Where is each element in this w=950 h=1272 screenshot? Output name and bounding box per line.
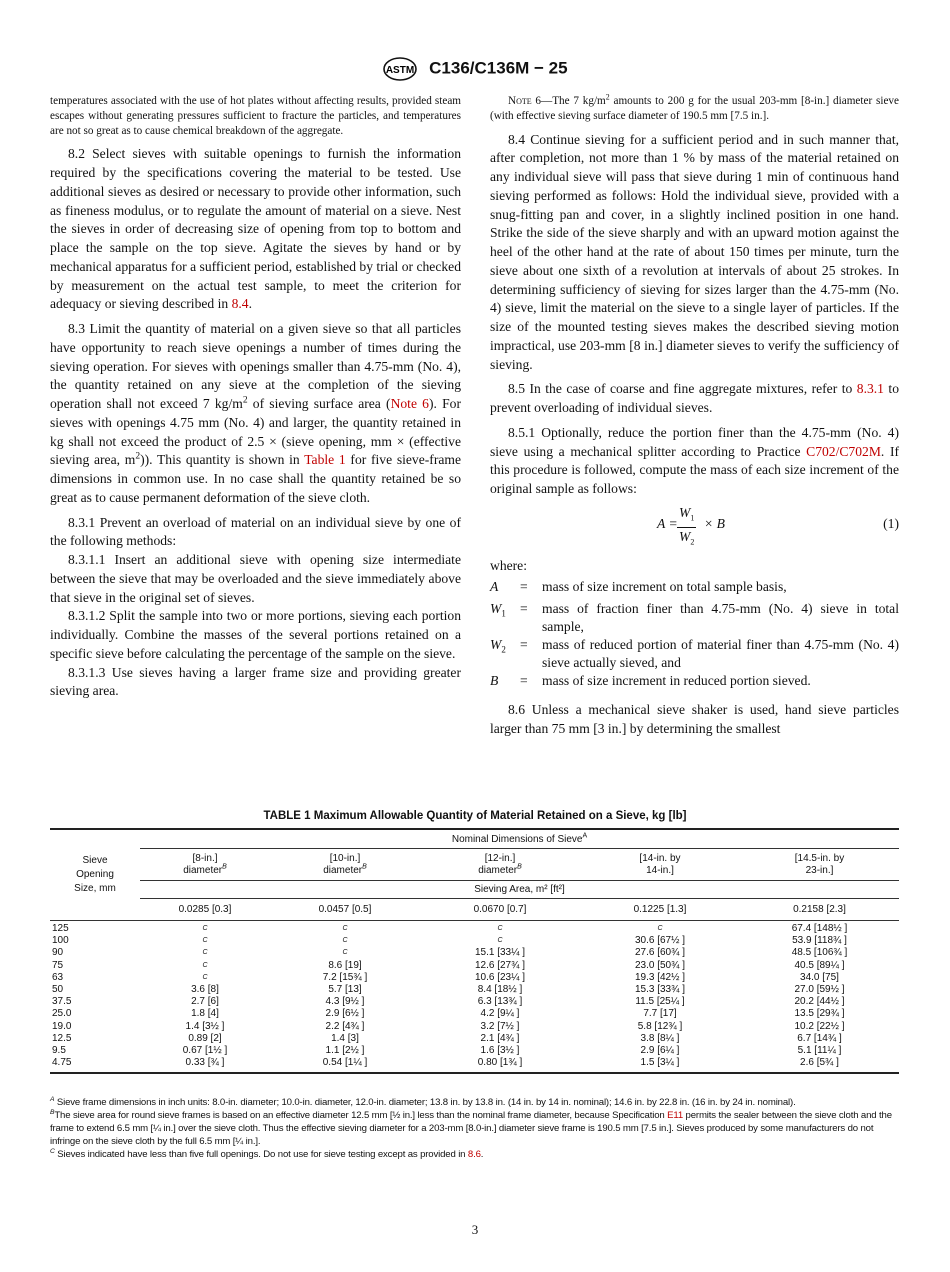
quantity-cell: 53.9 [118¾ ]: [792, 935, 847, 947]
table-row: [50, 960, 899, 972]
astm-logo-icon: [382, 57, 418, 81]
quantity-cell: 48.5 [106¾ ]: [791, 947, 848, 959]
paragraph: [490, 380, 899, 418]
note-label: Note 6: [508, 95, 542, 107]
symbol: A: [490, 578, 499, 594]
cross-reference-link[interactable]: E11: [667, 1110, 684, 1121]
footnote-mark: B: [362, 863, 367, 871]
text-segment: 8.5 In the case of coarse and fine aggregate mixtures, refer to: [508, 381, 857, 397]
table-row: [50, 1008, 899, 1020]
text-segment: to prevent overloading of individual sieves.: [490, 381, 899, 416]
nominal-label: Nominal Dimensions of Sieve: [451, 833, 583, 845]
table-row: [50, 1021, 899, 1033]
paragraph: [50, 551, 461, 607]
quantity-cell: 0.54 [1¼ ]: [322, 1057, 368, 1069]
equals-sign: =: [520, 578, 528, 594]
quantity-cell: 12.6 [27¾ ]: [474, 959, 526, 971]
quantity-cell: 13.5 [29¾ ]: [794, 1008, 845, 1020]
sieve-size-cell: 37.5: [52, 996, 72, 1008]
frame-line-2-text: 23-in.]: [805, 864, 834, 876]
frame-size-header: [270, 849, 420, 881]
numerator: W: [679, 504, 691, 520]
frame-line-1: [14-in. by: [639, 852, 681, 864]
text-segment: amounts to 200 g for the usual 203-mm [8-in.] diameter sieve (with effective sieving surface diameter of 190.5 mm [7.5 in.].: [490, 95, 899, 122]
cross-reference-link[interactable]: 8.3.1: [856, 381, 884, 397]
quantity-cell: 3.6 [8]: [191, 984, 219, 996]
text-segment: 8.5.1 Optionally, reduce the portion finer than the 4.75-mm (No. 4) sieve using a mechanical splitter according to Practice: [490, 424, 899, 459]
sieve-size-cell: 4.75: [52, 1057, 72, 1069]
quantity-cell: 4.2 [9¼ ]: [480, 1008, 520, 1020]
quantity-cell: C: [497, 925, 503, 932]
quantity-cell: C: [497, 937, 503, 945]
nominal-dimensions-header: [140, 829, 899, 849]
text-segment: temperatures associated with the use of hot plates without affecting results, provided steam escapes without generating pressures sufficient to fracture the particles, and temperatures are not so great as to cause chemical breakdown of the aggregate.: [50, 95, 461, 137]
quantity-cell: 10.6 [23¼ ]: [474, 971, 526, 983]
quantity-cell: 2.9 [6¼ ]: [640, 1045, 680, 1057]
definition-symbol: [490, 672, 520, 695]
table-row: [50, 1045, 899, 1057]
quantity-cell: 11.5 [25¼ ]: [635, 996, 685, 1008]
quantity-cell: 5.7 [13]: [328, 984, 362, 996]
row-header-line: Size, mm: [74, 883, 116, 894]
definition-text: mass of fraction finer than 4.75-mm (No. 4) sieve in total sample,: [542, 601, 899, 635]
quantity-cell: 27.6 [60¾ ]: [634, 947, 686, 959]
sieving-area-value: 0.0457 [0.5]: [270, 899, 420, 921]
frame-line-2: [270, 865, 420, 877]
denominator-subscript: 2: [690, 537, 695, 547]
sieve-size-cell: 9.5: [52, 1045, 66, 1057]
table-row: [50, 1057, 899, 1073]
definition-text: mass of reduced portion of material finer than 4.75-mm (No. 4) sieve actually sieved, and: [542, 637, 899, 671]
variable-definitions: [490, 578, 899, 695]
footnote-mark: B: [222, 863, 227, 871]
quantity-cell: C: [202, 949, 208, 957]
text-segment: 8.2 Select sieves with suitable openings to furnish the information required by the specifications covering the material to be tested. Use additional sieves as desired or necessary to provide other information, such as fineness modulus, or to regulate the amount of material on a sieve. Nest the sieves in order of decreasing size of opening from top to bottom and place the sample on the top sieve. Agitate the sieves by hand or by mechanical apparatus for a sufficient period, established by trial or checked by measurement on the actual test sample, to meet the criterion for adequacy or sieving described in: [50, 146, 461, 312]
text-segment: )). This quantity is shown in: [140, 452, 305, 468]
definition-text: mass of size increment on total sample basis,: [542, 578, 787, 594]
cross-reference-link[interactable]: Note 6: [390, 396, 429, 412]
footnote: [50, 1096, 899, 1109]
quantity-cell: 8.6 [19]: [328, 959, 362, 971]
sieve-size-cell: 25.0: [52, 1008, 72, 1020]
table-row: [50, 935, 899, 947]
quantity-cell: 40.5 [89¼ ]: [794, 959, 845, 971]
footnote: [50, 1148, 899, 1161]
equals-sign: =: [520, 673, 528, 689]
quantity-cell: 1.4 [3½ ]: [185, 1020, 225, 1032]
row-header-cell: [50, 829, 140, 921]
paragraph: [50, 94, 461, 138]
page-header: [0, 57, 950, 81]
text-segment: The sieve area for round sieve frames is based on an effective diameter 12.5 mm [½ in.] less than the nominal frame diameter, because Specification: [54, 1110, 668, 1121]
frame-line-2: [140, 865, 270, 877]
paragraph: [50, 664, 461, 702]
sieve-size-cell: 19.0: [52, 1020, 72, 1032]
superscript: 2: [135, 451, 141, 462]
quantity-cell: 6.7 [14¾ ]: [797, 1032, 842, 1044]
sieve-size-cell: 75: [52, 959, 64, 971]
sieving-area-value: 0.0285 [0.3]: [140, 899, 270, 921]
definition-symbol: [490, 636, 520, 672]
right-column: [490, 94, 899, 739]
frame-size-header: [580, 849, 740, 881]
footnote-mark: C: [50, 1147, 55, 1155]
quantity-cell: 8.4 [18½ ]: [477, 984, 523, 996]
sieve-size-cell: 12.5: [52, 1032, 72, 1044]
quantity-cell: C: [202, 961, 208, 969]
numerator-subscript: 1: [690, 513, 695, 523]
footnote-mark: A: [582, 832, 588, 840]
frame-line-2-text: diameter: [478, 864, 518, 876]
equals-sign: =: [520, 601, 528, 617]
frame-line-2: [580, 865, 740, 877]
text-segment: 8.3.1.3 Use sieves having a larger frame size and providing greater sieving area.: [50, 664, 461, 699]
table-title: TABLE 1 Maximum Allowable Quantity of Material Retained on a Sieve, kg [lb]: [263, 810, 687, 822]
text-segment: . If this procedure is followed, compute the mass of each size increment of the original sample as follows:: [490, 443, 899, 497]
frame-line-2: [740, 865, 899, 877]
header-row-area-label: [50, 881, 899, 899]
footnote: [50, 1109, 899, 1148]
text-segment: 8.3.1.2 Split the sample into two or more portions, sieving each portion individually. Combine the masses of the several portions retained on a specific sieve before calculating the percentage of the sample on the sieve.: [50, 608, 461, 661]
quantity-cell: 2.1 [4¾ ]: [480, 1032, 520, 1044]
frame-line-1: [8-in.]: [192, 852, 218, 864]
symbol: B: [490, 673, 499, 689]
quantity-cell: 34.0 [75]: [800, 971, 839, 983]
frame-size-header: [420, 849, 580, 881]
table-row: [50, 921, 899, 936]
frame-line-1: [10-in.]: [329, 852, 361, 864]
superscript: 2: [242, 395, 248, 406]
quantity-cell: 20.2 [44½ ]: [794, 996, 845, 1008]
sieve-size-cell: 100: [52, 935, 69, 947]
quantity-cell: 1.4 [3]: [331, 1032, 359, 1044]
sieve-size-cell: 90: [52, 947, 64, 959]
sieving-area-value: 0.1225 [1.3]: [580, 899, 740, 921]
text-segment: 8.4 Continue sieving for a sufficient period and in such manner that, after completion, not more than 1 % by mass of the material retained on any individual sieve will pass that sieve during 1 min of continuous hand sieving performed as follows: Hold the individual sieve, provided with a snug-fitting pan and cover, in a slightly inclined position in one hand. Strike the side of the sieve sharply and with an upward motion against the heel of the other hand at the rate of about 150 times per minute, turn the sieve about one sixth of a revolution at intervals of about 25 strokes. In determining sufficiency of sieving for sizes larger than the 4.75-mm (No. 4) sieve, limit the material on the sieve to a single layer of particles. If the size of the mounted testing sieves makes the described sieving motion impractical, use 203-mm [8 in.] diameter sieves to verify the sufficiency of sieving.: [490, 131, 899, 372]
quantity-cell: 2.2 [4¾ ]: [325, 1020, 365, 1032]
quantity-cell: 5.8 [12¾ ]: [637, 1020, 683, 1032]
document-designation: C136/C136M − 25: [429, 58, 568, 78]
header-row-areas: [50, 899, 899, 921]
quantity-cell: 0.89 [2]: [188, 1032, 222, 1044]
cross-reference-link[interactable]: Table 1: [304, 452, 346, 468]
frame-line-1: [12-in.]: [484, 852, 516, 864]
quantity-cell: 10.2 [22½ ]: [794, 1020, 845, 1032]
header-row-nominal: [50, 829, 899, 849]
quantity-cell: 6.3 [13¾ ]: [477, 996, 523, 1008]
paragraph: [490, 94, 899, 124]
quantity-cell: 5.1 [11¼ ]: [797, 1045, 842, 1057]
sieving-area-label: Sieving Area, m² [ft²]: [140, 881, 899, 899]
text-segment: Sieve frame dimensions in inch units: 8.0-in. diameter; 10.0-in. diameter, 12.0-in. diameter; 13.8 in. by 13.8 in. (14 in. by 14 in. nominal); 14.6 in. by 22.8 in. (16 in. by 24 in. nominal).: [54, 1097, 796, 1108]
text-segment: 8.3.1.1 Insert an additional sieve with opening size intermediate between the sieve that may be overloaded and the sieve immediately above that sieve in the original set of sieves.: [50, 552, 461, 605]
equation-rhs: × B: [704, 515, 725, 531]
footnote-mark: A: [50, 1095, 55, 1103]
text-segment: 8.3 Limit the quantity of material on a given sieve so that all particles have opportunity to reach sieve openings a number of times during the sieving operation. For sieves with openings smaller than 4.75-mm (No. 4), the quantity retained on any sieve at the completion of the sieving operation shall not exceed 7 kg/m: [50, 321, 461, 412]
row-header-line: Opening: [76, 869, 114, 880]
quantity-cell: 19.3 [42½ ]: [634, 971, 686, 983]
quantity-cell: 3.8 [8¼ ]: [640, 1032, 680, 1044]
frame-size-header: [140, 849, 270, 881]
quantity-cell: C: [342, 925, 348, 932]
quantity-cell: C: [202, 937, 208, 945]
cross-reference-link[interactable]: 8.4: [231, 296, 249, 312]
quantity-cell: C: [202, 973, 208, 981]
table-row: [50, 972, 899, 984]
table-row: [50, 984, 899, 996]
frame-size-header: [740, 849, 899, 881]
equals-sign: =: [520, 637, 528, 653]
quantity-cell: 0.33 [¾ ]: [185, 1057, 225, 1069]
symbol: W: [490, 637, 502, 653]
text-segment: .: [248, 296, 252, 312]
text-segment: 8.6 Unless a mechanical sieve shaker is used, hand sieve particles larger than 75 mm [3 in.] by determining the smallest: [490, 702, 899, 736]
quantity-cell: 27.0 [59½ ]: [794, 984, 845, 996]
paragraph: [490, 424, 899, 499]
table-row: [50, 996, 899, 1008]
sieve-size-cell: 63: [52, 971, 64, 983]
quantity-cell: 2.6 [5¾ ]: [800, 1057, 839, 1069]
quantity-cell: 4.3 [9½ ]: [325, 996, 365, 1008]
where-label: where:: [490, 557, 527, 573]
frame-line-2-text: diameter: [323, 864, 363, 876]
denominator: W: [679, 528, 691, 544]
equation-number: (1): [883, 515, 899, 531]
sieve-size-cell: 50: [52, 984, 64, 996]
table-row: [50, 1033, 899, 1045]
paragraph: [490, 131, 899, 375]
frame-line-2-text: diameter: [183, 864, 223, 876]
quantity-cell: 1.1 [2½ ]: [325, 1045, 365, 1057]
sieving-area-value: 0.0670 [0.7]: [420, 899, 580, 921]
quantity-cell: 2.7 [6]: [191, 996, 219, 1008]
quantity-cell: 0.67 [1½ ]: [182, 1045, 228, 1057]
quantity-cell: 0.80 [1¾ ]: [477, 1057, 523, 1069]
quantity-cell: 1.6 [3½ ]: [480, 1045, 520, 1057]
quantity-cell: C: [657, 925, 663, 932]
quantity-cell: 3.2 [7½ ]: [480, 1020, 520, 1032]
paragraph: [50, 320, 461, 508]
frame-line-2-text: 14-in.]: [646, 864, 674, 876]
quantity-cell: C: [342, 937, 348, 945]
symbol: W: [490, 601, 502, 617]
text-segment: Sieves indicated have less than five full openings. Do not use for sieve testing except as provided in: [54, 1149, 468, 1160]
equation-lhs: A =: [657, 515, 678, 531]
quantity-cell: 7.2 [15¾ ]: [322, 971, 368, 983]
quantity-cell: 1.5 [3¼ ]: [640, 1057, 680, 1069]
text-segment: —The 7 kg/m: [541, 95, 606, 107]
header-row-frames: [50, 849, 899, 881]
definition-symbol: [490, 578, 520, 601]
equation-1: [490, 503, 899, 549]
text-segment: permits the sealer between the sieve cloth and the frame to extend 6.5 mm [¼ in.] over the sieve cloth. Thus the effective sieving diameter for a 203-mm [8.0-in.] diameter sieve frame is 190.5 mm [7.5 in.]. Sieves produced by some manufacturers do not infringe on the sieve cloth by the full 6.5 mm [¼ in.].: [50, 1110, 892, 1147]
svg-text:ASTM: ASTM: [386, 65, 415, 76]
paragraph: [50, 145, 461, 314]
sieve-size-cell: 125: [52, 923, 69, 934]
symbol-subscript: 2: [501, 645, 506, 656]
quantity-cell: 15.1 [33¼ ]: [474, 947, 526, 959]
quantity-cell: 2.9 [6½ ]: [325, 1008, 365, 1020]
text-segment: ). For sieves with openings 4.75 mm (No. 4) and larger, the quantity retained in kg shall not exceed the product of 2.5 × (sieve opening, mm × (effective sieving area, m: [50, 396, 461, 468]
paragraph: [50, 607, 461, 663]
quantity-cell: 1.8 [4]: [191, 1008, 219, 1020]
quantity-cell: C: [342, 949, 348, 957]
footnote-mark: B: [517, 863, 522, 871]
definition-symbol: [490, 600, 520, 636]
superscript: 2: [605, 92, 610, 102]
text-segment: for five sieve-frame dimensions in common use. In no case shall the quantity retained be so great as to cause permanent deformation of the sieve cloth.: [50, 452, 461, 505]
quantity-cell: 67.4 [148½ ]: [791, 923, 848, 934]
table-row: [50, 947, 899, 959]
quantity-cell: 7.7 [17]: [643, 1008, 677, 1020]
paragraph: [50, 514, 461, 552]
quantity-cell: 15.3 [33¾ ]: [634, 984, 686, 996]
paragraph: [490, 701, 899, 739]
cross-reference-link[interactable]: C702/C702M: [806, 443, 881, 459]
footnote-mark: B: [50, 1108, 55, 1116]
text-segment: .: [480, 1149, 484, 1160]
page-number: 3: [471, 1222, 479, 1237]
definition-text: mass of size increment in reduced portion sieved.: [542, 673, 811, 689]
quantity-cell: C: [202, 925, 208, 932]
row-header-line: Sieve: [82, 855, 108, 866]
symbol-subscript: 1: [501, 609, 506, 620]
sieving-area-value: 0.2158 [2.3]: [740, 899, 899, 921]
table-footnotes: [50, 1096, 899, 1161]
text-segment: 8.3.1 Prevent an overload of material on an individual sieve by one of the following methods:: [50, 514, 461, 549]
cross-reference-link[interactable]: 8.6: [467, 1149, 481, 1160]
quantity-cell: 23.0 [50¾ ]: [634, 959, 686, 971]
frame-line-1: [14.5-in. by: [794, 852, 845, 864]
frame-line-2: [420, 865, 580, 877]
text-segment: of sieving surface area (: [247, 396, 391, 412]
sieve-quantity-table: [50, 828, 899, 1074]
equation-fraction: [677, 505, 696, 551]
left-column: [50, 94, 461, 701]
quantity-cell: 30.6 [67½ ]: [634, 935, 686, 947]
